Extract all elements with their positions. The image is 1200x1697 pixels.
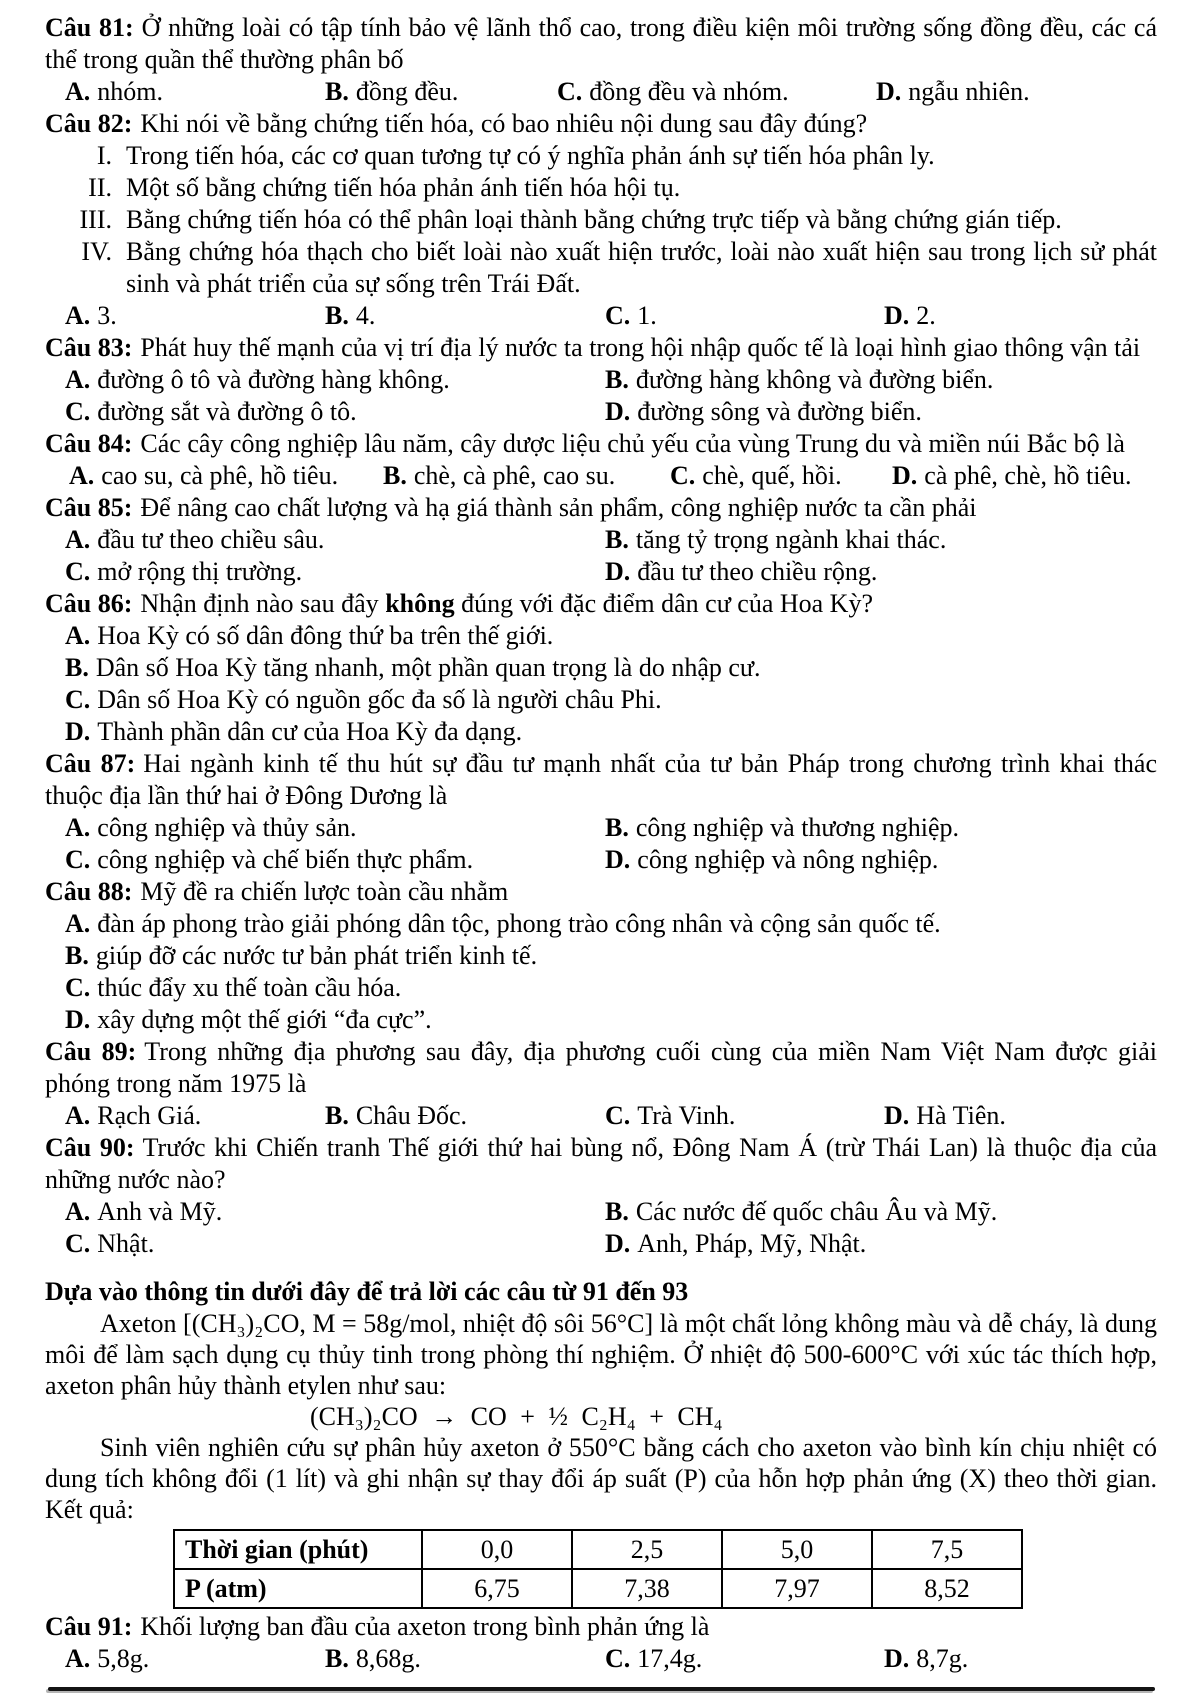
statement-2: [45, 172, 1157, 204]
question-88: [45, 876, 1157, 908]
option-text: cà phê, chè, hồ tiêu.: [924, 461, 1132, 490]
pressure-time-table: [173, 1529, 1023, 1609]
question-90-options-row-2: [45, 1228, 1157, 1260]
option-letter: D.: [605, 845, 631, 874]
option-letter: A.: [65, 525, 91, 554]
option-text: đàn áp phong trào giải phóng dân tộc, phong trào công nhân và cộng sản quốc tế.: [97, 909, 941, 938]
option-text: đường hàng không và đường biển.: [635, 365, 994, 394]
option-text: công nghiệp và nông nghiệp.: [637, 845, 939, 874]
option-c: [45, 1228, 605, 1260]
statement-numeral: II.: [88, 173, 112, 202]
option-text: 1.: [637, 301, 657, 330]
question-90-options-row-1: [45, 1196, 1157, 1228]
option-letter: C.: [65, 685, 91, 714]
question-82: [45, 108, 1157, 140]
option-letter: C.: [65, 397, 91, 426]
option-c: [605, 300, 884, 332]
option-letter: D.: [605, 557, 631, 586]
option-d: [45, 716, 1157, 748]
page-divider-rule: [48, 1687, 1155, 1691]
table-cell-pressure-2: 7,38: [572, 1569, 722, 1608]
option-letter: A.: [65, 621, 91, 650]
option-text: xây dựng một thế giới “đa cực”.: [97, 1005, 432, 1034]
option-letter: A.: [69, 461, 95, 490]
question-81-text: Ở những loài có tập tính bảo vệ lãnh thổ cao, trong điều kiện môi trường sống đồng đều, các cá thể trong quần thể thường phân bố: [45, 13, 1157, 74]
option-text: công nghiệp và thương nghiệp.: [635, 813, 960, 842]
question-87-number: Câu 87:: [45, 749, 136, 778]
option-text: chè, quế, hồi.: [702, 461, 842, 490]
question-83-options-row-2: [45, 396, 1157, 428]
option-letter: A.: [65, 1197, 91, 1226]
option-text: 4.: [355, 301, 376, 330]
option-letter: A.: [65, 365, 91, 394]
option-text: đồng đều.: [355, 77, 459, 106]
table-row-time: [174, 1530, 1022, 1569]
option-text: đồng đều và nhóm.: [589, 77, 789, 106]
option-text: Nhật.: [97, 1229, 155, 1258]
option-letter: B.: [325, 1644, 349, 1673]
option-d: [45, 1004, 1157, 1036]
option-text: Các nước đế quốc châu Âu và Mỹ.: [635, 1197, 998, 1226]
option-b: [383, 460, 670, 492]
option-letter: C.: [65, 845, 91, 874]
table-header-time: Thời gian (phút): [174, 1530, 422, 1569]
question-81-number: Câu 81:: [45, 13, 134, 42]
question-86-number: Câu 86:: [45, 589, 133, 618]
option-text: Hoa Kỳ có số dân đông thứ ba trên thế giới.: [97, 621, 554, 650]
option-text: 8,7g.: [916, 1644, 969, 1673]
statement-text: Bằng chứng tiến hóa có thể phân loại thành bằng chứng trực tiếp và bằng chứng gián tiếp.: [126, 205, 1062, 234]
option-text: đường sông và đường biển.: [637, 397, 922, 426]
option-text: Dân số Hoa Kỳ tăng nhanh, một phần quan trọng là do nhập cư.: [95, 653, 761, 682]
option-letter: B.: [605, 365, 629, 394]
info-paragraph-1: Axeton [(CH₃)₂CO, M = 58g/mol, nhiệt độ sôi 56°C] là một chất lỏng không màu và dễ cháy, là dung môi để làm sạch dụng cụ thủy tinh trong phòng thí nghiệm. Ở nhiệt độ 500-600°C với xúc tác thích hợp, axeton phân hủy thành etylen như sau:: [45, 1309, 1157, 1400]
option-text: Châu Đốc.: [355, 1101, 468, 1130]
question-90-text: Trước khi Chiến tranh Thế giới thứ hai bùng nổ, Đông Nam Á (trừ Thái Lan) là thuộc địa của những nước nào?: [45, 1133, 1157, 1194]
question-87-options-row-1: [45, 812, 1157, 844]
option-letter: B.: [325, 1101, 349, 1130]
option-text: công nghiệp và chế biến thực phẩm.: [97, 845, 474, 874]
option-text: 3.: [97, 301, 117, 330]
info-section-heading: Dựa vào thông tin dưới đây để trả lời các câu từ 91 đến 93: [45, 1277, 689, 1306]
question-84-text: Các cây công nghiệp lâu năm, cây dược liệu chủ yếu của vùng Trung du và miền núi Bắc bộ là: [140, 429, 1125, 458]
statement-text: Một số bằng chứng tiến hóa phản ánh tiến hóa hội tụ.: [126, 173, 681, 202]
question-85-number: Câu 85:: [45, 493, 133, 522]
option-text: Trà Vinh.: [637, 1101, 736, 1130]
option-b: [325, 1643, 605, 1675]
question-91: [45, 1611, 1157, 1643]
option-c: [45, 844, 605, 876]
option-text: Rạch Giá.: [97, 1101, 202, 1130]
option-letter: B.: [605, 525, 629, 554]
option-d: [605, 1228, 1157, 1260]
option-text: Anh và Mỹ.: [97, 1197, 223, 1226]
question-85-options-row-1: [45, 524, 1157, 556]
option-text: công nghiệp và thủy sản.: [97, 813, 357, 842]
option-d: [605, 844, 1157, 876]
option-letter: D.: [884, 301, 910, 330]
option-a: [45, 524, 605, 556]
option-text: Hà Tiên.: [916, 1101, 1006, 1130]
question-83-options-row-1: [45, 364, 1157, 396]
option-letter: A.: [65, 77, 91, 106]
option-letter: B.: [325, 77, 349, 106]
option-text: Thành phần dân cư của Hoa Kỳ đa dạng.: [97, 717, 523, 746]
info-paragraph-2: Sinh viên nghiên cứu sự phân hủy axeton ở 550°C bằng cách cho axeton vào bình kín chịu nhiệt có dung tích không đổi (1 lít) và ghi nhận sự thay đổi áp suất (P) của hỗn hợp phản ứng (X) theo thời gian. Kết quả:: [45, 1433, 1157, 1524]
option-text: 8,68g.: [355, 1644, 421, 1673]
option-c: [670, 460, 892, 492]
question-83-text: Phát huy thế mạnh của vị trí địa lý nước ta trong hội nhập quốc tế là loại hình giao thông vận tải: [140, 333, 1141, 362]
question-89-number: Câu 89:: [45, 1037, 137, 1066]
question-86-text: đúng với đặc điểm dân cư của Hoa Kỳ?: [454, 589, 874, 618]
question-87-options-row-2: [45, 844, 1157, 876]
question-88-options: [45, 908, 1157, 1036]
table-cell-pressure-3: 7,97: [722, 1569, 872, 1608]
question-89: [45, 1036, 1157, 1100]
statement-text: Trong tiến hóa, các cơ quan tương tự có ý nghĩa phản ánh sự tiến hóa phân ly.: [126, 141, 935, 170]
option-d: [884, 1100, 1157, 1132]
question-90-number: Câu 90:: [45, 1133, 135, 1162]
option-text: nhóm.: [97, 77, 164, 106]
option-text: đường ô tô và đường hàng không.: [97, 365, 450, 394]
question-86-text-bold: không: [385, 589, 455, 618]
option-d: [605, 396, 1157, 428]
option-letter: C.: [605, 301, 631, 330]
question-85-options-row-2: [45, 556, 1157, 588]
option-text: chè, cà phê, cao su.: [413, 461, 616, 490]
option-b: [605, 364, 1157, 396]
option-letter: A.: [65, 1101, 91, 1130]
table-cell-time-4: 7,5: [872, 1530, 1022, 1569]
option-c: [45, 972, 1157, 1004]
question-83-number: Câu 83:: [45, 333, 133, 362]
statement-1: [45, 140, 1157, 172]
option-a: [45, 364, 605, 396]
statement-3: [45, 204, 1157, 236]
option-a: [45, 812, 605, 844]
table-cell-pressure-4: 8,52: [872, 1569, 1022, 1608]
question-91-options: [45, 1643, 1157, 1675]
option-text: 17,4g.: [637, 1644, 703, 1673]
question-86-text: Nhận định nào sau đây: [140, 589, 386, 618]
option-letter: C.: [65, 557, 91, 586]
option-letter: D.: [605, 397, 631, 426]
option-c: [557, 76, 876, 108]
option-letter: D.: [876, 77, 902, 106]
question-89-text: Trong những địa phương sau đây, địa phương cuối cùng của miền Nam Việt Nam được giải phóng trong năm 1975 là: [45, 1037, 1157, 1098]
option-letter: C.: [65, 1229, 91, 1258]
option-b: [45, 652, 1157, 684]
question-88-text: Mỹ đề ra chiến lược toàn cầu nhằm: [140, 877, 509, 906]
option-letter: D.: [884, 1644, 910, 1673]
option-letter: C.: [557, 77, 583, 106]
question-82-number: Câu 82:: [45, 109, 133, 138]
question-84-number: Câu 84:: [45, 429, 133, 458]
option-a: [45, 300, 325, 332]
question-84: [45, 428, 1157, 460]
option-c: [605, 1643, 884, 1675]
option-text: cao su, cà phê, hồ tiêu.: [101, 461, 339, 490]
question-81-options: [45, 76, 1157, 108]
option-text: 2.: [916, 301, 936, 330]
statement-numeral: IV.: [81, 237, 112, 266]
question-83: [45, 332, 1157, 364]
option-letter: C.: [65, 973, 91, 1002]
option-b: [605, 812, 1157, 844]
option-d: [605, 556, 1157, 588]
question-89-options: [45, 1100, 1157, 1132]
option-letter: C.: [605, 1644, 631, 1673]
table-cell-pressure-1: 6,75: [422, 1569, 572, 1608]
option-text: 5,8g.: [97, 1644, 150, 1673]
option-text: tăng tỷ trọng ngành khai thác.: [635, 525, 947, 554]
option-c: [605, 1100, 884, 1132]
option-d: [892, 460, 1157, 492]
option-letter: D.: [892, 461, 918, 490]
option-letter: C.: [670, 461, 696, 490]
option-b: [45, 940, 1157, 972]
question-86-options: [45, 620, 1157, 748]
option-letter: A.: [65, 1644, 91, 1673]
option-a: [45, 1643, 325, 1675]
option-letter: D.: [65, 717, 91, 746]
option-c: [45, 396, 605, 428]
option-text: đường sắt và đường ô tô.: [97, 397, 357, 426]
option-letter: A.: [65, 813, 91, 842]
option-b: [325, 1100, 605, 1132]
option-letter: A.: [65, 909, 91, 938]
option-text: mở rộng thị trường.: [97, 557, 303, 586]
option-a: [45, 908, 1157, 940]
question-91-number: Câu 91:: [45, 1612, 133, 1641]
option-c: [45, 684, 1157, 716]
table-cell-time-2: 2,5: [572, 1530, 722, 1569]
table-cell-time-3: 5,0: [722, 1530, 872, 1569]
question-88-number: Câu 88:: [45, 877, 133, 906]
option-text: thúc đẩy xu thế toàn cầu hóa.: [97, 973, 402, 1002]
option-letter: A.: [65, 301, 91, 330]
option-a: [45, 1100, 325, 1132]
option-b: [325, 76, 557, 108]
option-letter: B.: [605, 813, 629, 842]
question-91-text: Khối lượng ban đầu của axeton trong bình phản ứng là: [140, 1612, 710, 1641]
option-letter: B.: [65, 941, 89, 970]
option-b: [325, 300, 605, 332]
table-row-pressure: [174, 1569, 1022, 1608]
option-letter: B.: [383, 461, 407, 490]
option-letter: B.: [605, 1197, 629, 1226]
statement-text: Bằng chứng hóa thạch cho biết loài nào xuất hiện trước, loài nào xuất hiện sau trong lịch sử phát sinh và phát triển của sự sống trên Trái Đất.: [126, 237, 1157, 298]
option-a: [45, 1196, 605, 1228]
option-text: Anh, Pháp, Mỹ, Nhật.: [637, 1229, 867, 1258]
option-text: ngẫu nhiên.: [908, 77, 1030, 106]
option-letter: C.: [605, 1101, 631, 1130]
statement-4: [45, 236, 1157, 300]
option-b: [605, 1196, 1157, 1228]
option-text: Dân số Hoa Kỳ có nguồn gốc đa số là người châu Phi.: [97, 685, 662, 714]
option-a: [45, 620, 1157, 652]
question-86: [45, 588, 1157, 620]
question-87: [45, 748, 1157, 812]
question-82-options: [45, 300, 1157, 332]
question-85: [45, 492, 1157, 524]
option-text: đầu tư theo chiều rộng.: [637, 557, 878, 586]
option-d: [884, 300, 1157, 332]
option-a: [45, 460, 383, 492]
option-a: [45, 76, 325, 108]
chemical-equation: (CH₃)₂CO → CO + ½ C₂H₄ + CH₄: [310, 1402, 723, 1431]
table-header-pressure: P (atm): [174, 1569, 422, 1608]
option-text: đầu tư theo chiều sâu.: [97, 525, 325, 554]
statement-numeral: I.: [96, 141, 112, 170]
question-90: [45, 1132, 1157, 1196]
option-d: [876, 76, 1157, 108]
option-d: [884, 1643, 1157, 1675]
option-letter: B.: [325, 301, 349, 330]
question-82-text: Khi nói về bằng chứng tiến hóa, có bao nhiêu nội dung sau đây đúng?: [140, 109, 868, 138]
question-85-text: Để nâng cao chất lượng và hạ giá thành sản phẩm, công nghiệp nước ta cần phải: [140, 493, 977, 522]
option-b: [605, 524, 1157, 556]
option-letter: D.: [65, 1005, 91, 1034]
option-letter: D.: [884, 1101, 910, 1130]
option-text: giúp đỡ các nước tư bản phát triển kinh tế.: [95, 941, 538, 970]
question-81: [45, 12, 1157, 76]
option-letter: B.: [65, 653, 89, 682]
option-c: [45, 556, 605, 588]
question-84-options: [45, 460, 1157, 492]
option-letter: D.: [605, 1229, 631, 1258]
question-87-text: Hai ngành kinh tế thu hút sự đầu tư mạnh nhất của tư bản Pháp trong chương trình khai thác thuộc địa lần thứ hai ở Đông Dương là: [45, 749, 1157, 810]
statement-numeral: III.: [79, 205, 112, 234]
table-cell-time-1: 0,0: [422, 1530, 572, 1569]
